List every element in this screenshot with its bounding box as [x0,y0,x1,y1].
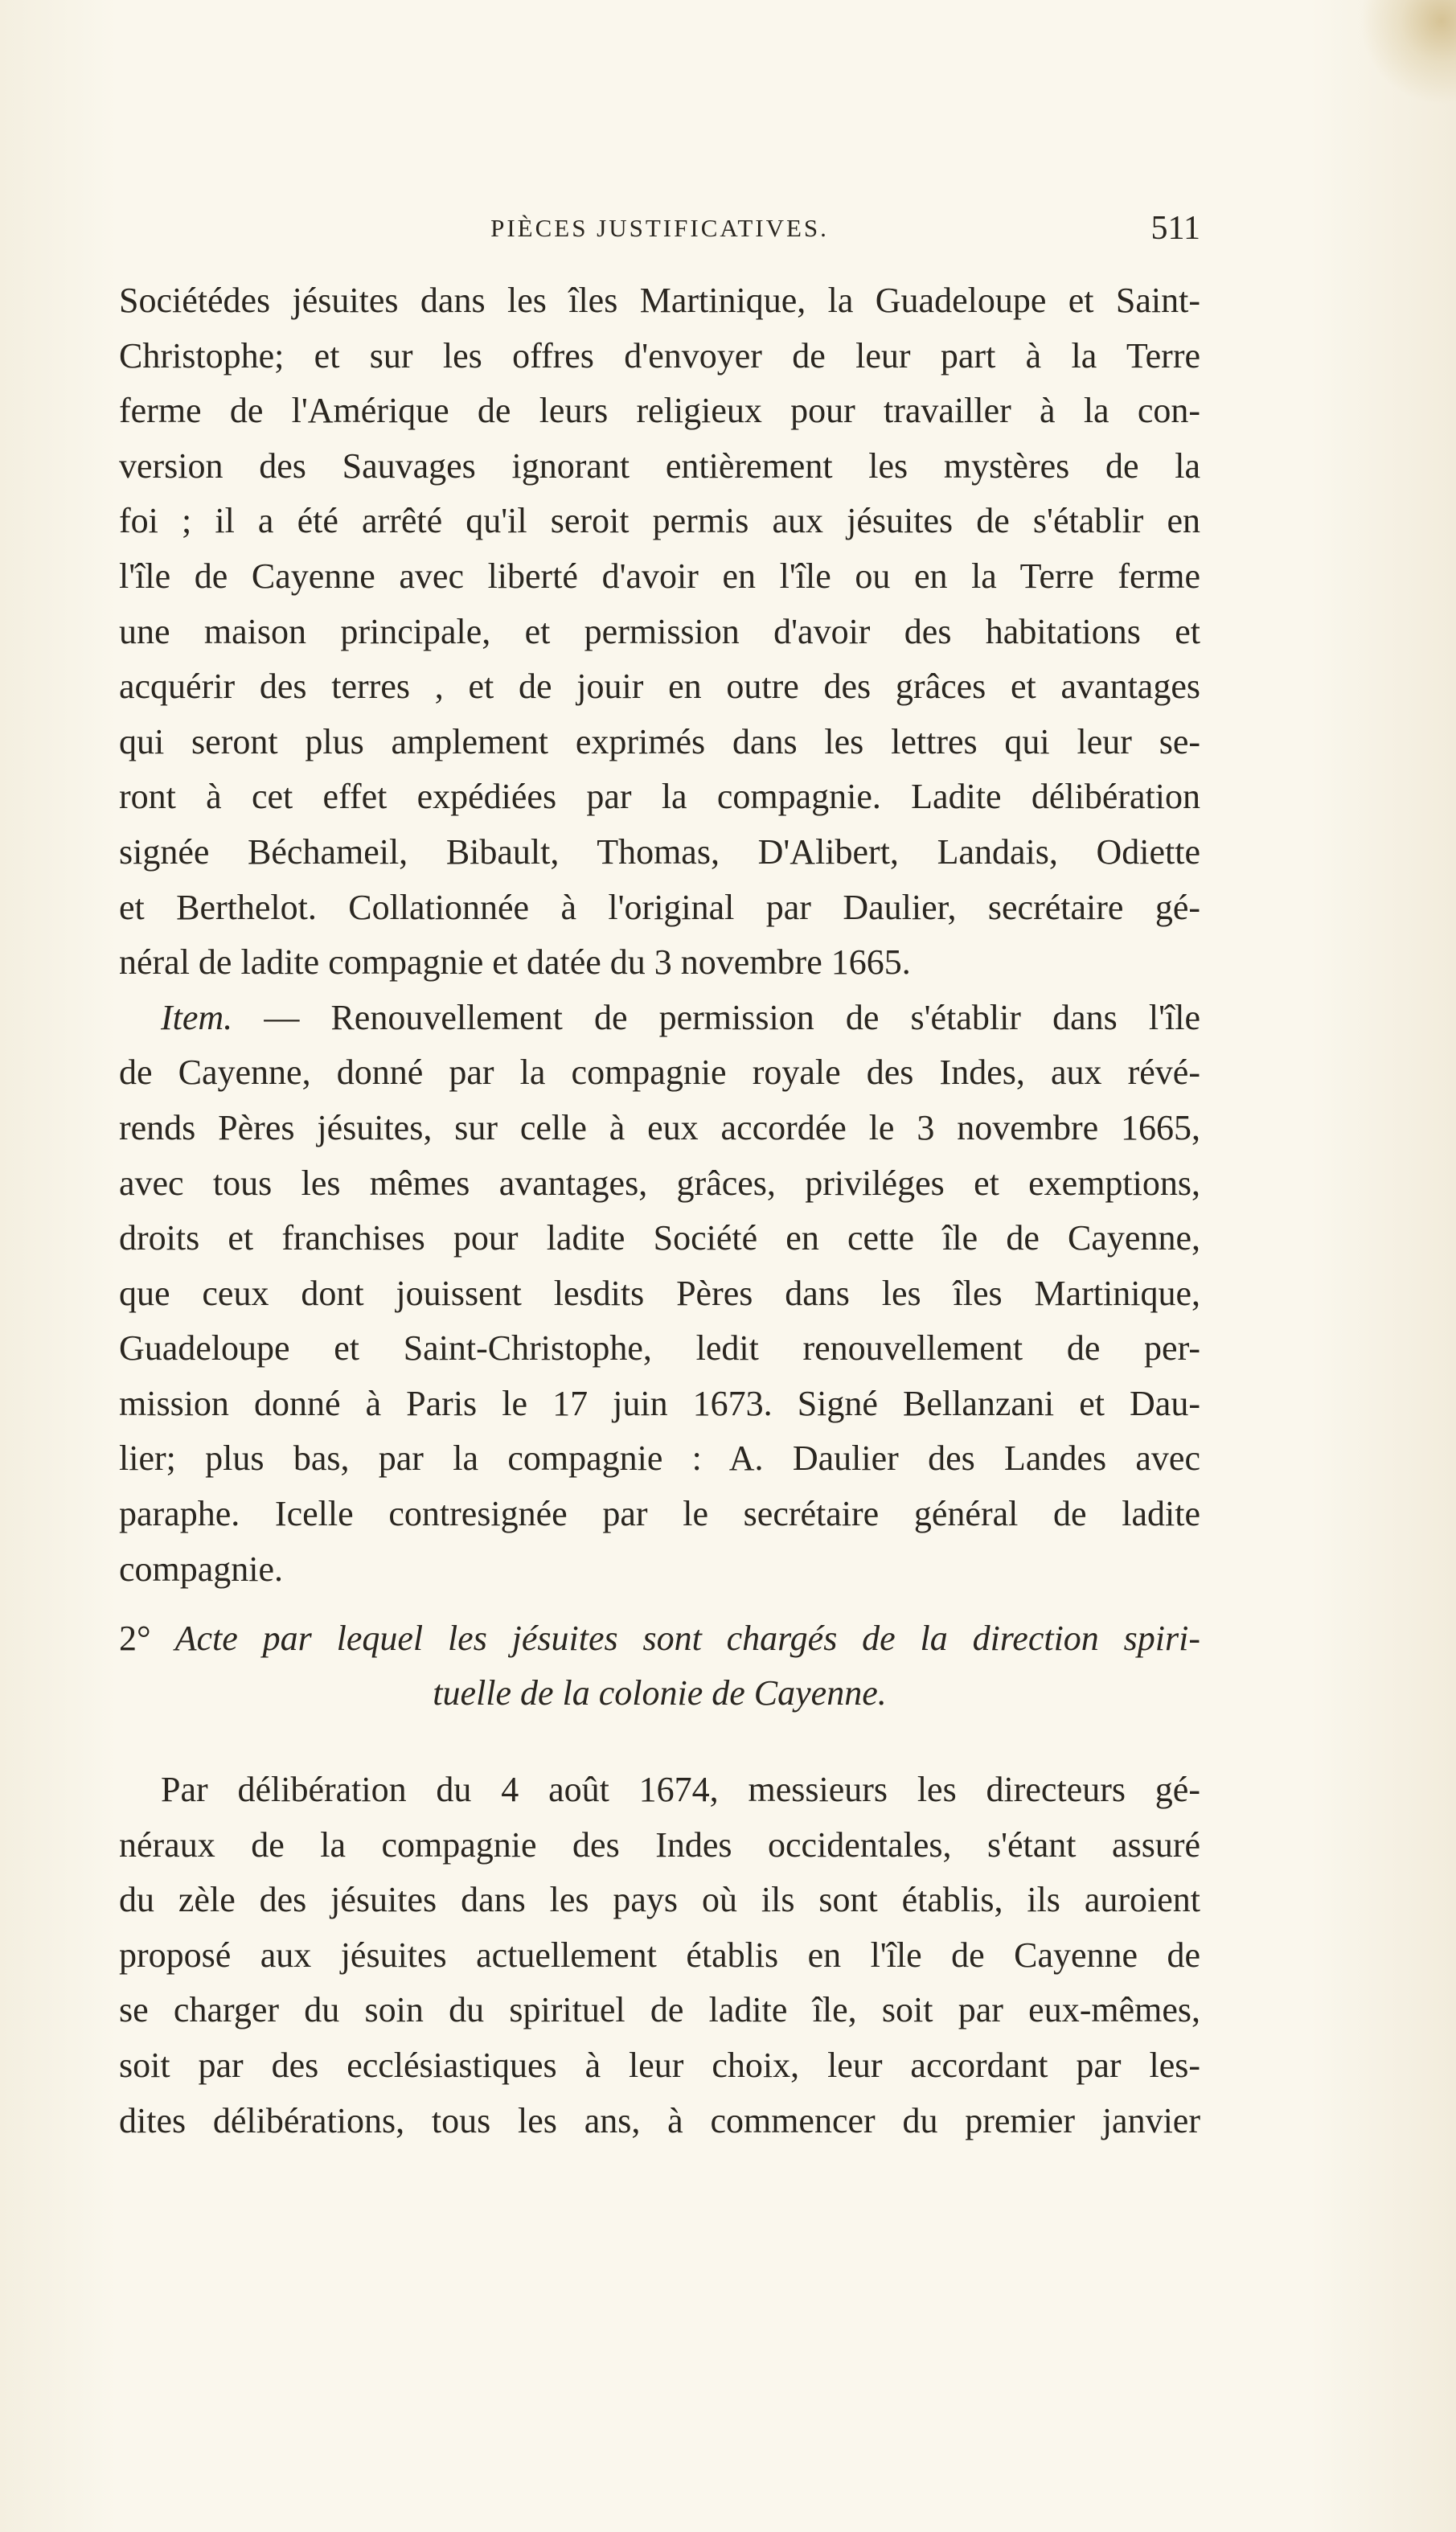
section-number: 2° [119,1619,151,1658]
text-line: Christophe; et sur les offres d'envoyer de leur part à la Terre [119,335,1200,375]
text-line: se charger du soin du spirituel de ladite île, soit par eux-mêmes, [119,1990,1200,2030]
text-line: droits et franchises pour ladite Société en cette île de Cayenne, [119,1218,1200,1258]
text-line: Guadeloupe et Saint-Christophe, ledit renouvellement de per- [119,1328,1200,1369]
text-line: paraphe. Icelle contresignée par le secrétaire général de ladite [119,1494,1200,1534]
text-line: proposé aux jésuites actuellement établis en l'île de Cayenne de [119,1935,1200,1975]
text-line: avec tous les mêmes avantages, grâces, priviléges et exemptions, [119,1163,1200,1203]
page-header [119,211,1200,259]
text-line: et Berthelot. Collationnée à l'original par Daulier, secrétaire gé- [119,887,1200,927]
text-line: qui seront plus amplement exprimés dans les lettres qui leur se- [119,721,1200,761]
text-line: Sociétédes jésuites dans les îles Martinique, la Guadeloupe et Saint- [119,281,1200,320]
text-line: compagnie. [119,1549,284,1589]
body-text [119,273,1200,1597]
text-line: soit par des ecclésiastiques à leur choix, leur accordant par les- [119,2045,1200,2085]
paragraph-3 [119,1763,1200,2148]
text-line: que ceux dont jouissent lesdits Pères dans les îles Martinique, [119,1273,1200,1313]
text-line: lier; plus bas, par la compagnie : A. Daulier des Landes avec [119,1438,1200,1479]
text-line: néral de ladite compagnie et datée du 3 novembre 1665. [119,942,911,983]
text-line: signée Béchameil, Bibault, Thomas, D'Alibert, Landais, Odiette [119,831,1200,872]
text-line: néraux de la compagnie des Indes occidentales, s'étant assuré [119,1824,1200,1865]
paragraph-1 [119,273,1200,991]
section-heading-line [119,1611,1200,1666]
text-line: version des Sauvages ignorant entièrement les mystères de la [119,445,1200,486]
text-line: acquérir des terres , et de jouir en outre des grâces et avantages [119,667,1200,707]
page-number: 511 [1150,210,1200,247]
section-heading [119,1611,1200,1721]
running-head: PIÈCES JUSTIFICATIVES. [490,214,829,242]
text-line: de Cayenne, donné par la compagnie royale des Indes, aux révé- [119,1053,1200,1093]
section-heading-line: tuelle de la colonie de Cayenne. [433,1673,887,1713]
section-heading-text: Acte par lequel les jésuites sont chargés de la direction spiri- [150,1619,1200,1658]
text-line: Par délibération du 4 août 1674, messieurs les directeurs gé- [161,1770,1200,1809]
page-stain [1360,0,1456,105]
text-line: ferme de l'Amérique de leurs religieux pour travailler à la con- [119,391,1200,431]
paragraph-2 [119,991,1200,1598]
text-line: rends Pères jésuites, sur celle à eux accordée le 3 novembre 1665, [119,1107,1200,1147]
text-line: du zèle des jésuites dans les pays où ils sont établis, ils auroient [119,1880,1200,1920]
text-line: l'île de Cayenne avec liberté d'avoir en l'île ou en la Terre ferme [119,556,1200,596]
text-line: dites délibérations, tous les ans, à commencer du premier janvier [119,2100,1200,2140]
text-line: ront à cet effet expédiées par la compagnie. Ladite délibération [119,777,1200,817]
text-line: foi ; il a été arrêté qu'il seroit permis aux jésuites de s'établir en [119,501,1200,541]
item-line-text: — Renouvellement de permission de s'établir dans l'île [232,997,1200,1037]
item-label: Item. [161,997,233,1037]
text-line: une maison principale, et permission d'avoir des habitations et [119,611,1200,651]
text-line: mission donné à Paris le 17 juin 1673. Signé Bellanzani et Dau- [119,1383,1200,1423]
text-line [119,991,1200,1046]
